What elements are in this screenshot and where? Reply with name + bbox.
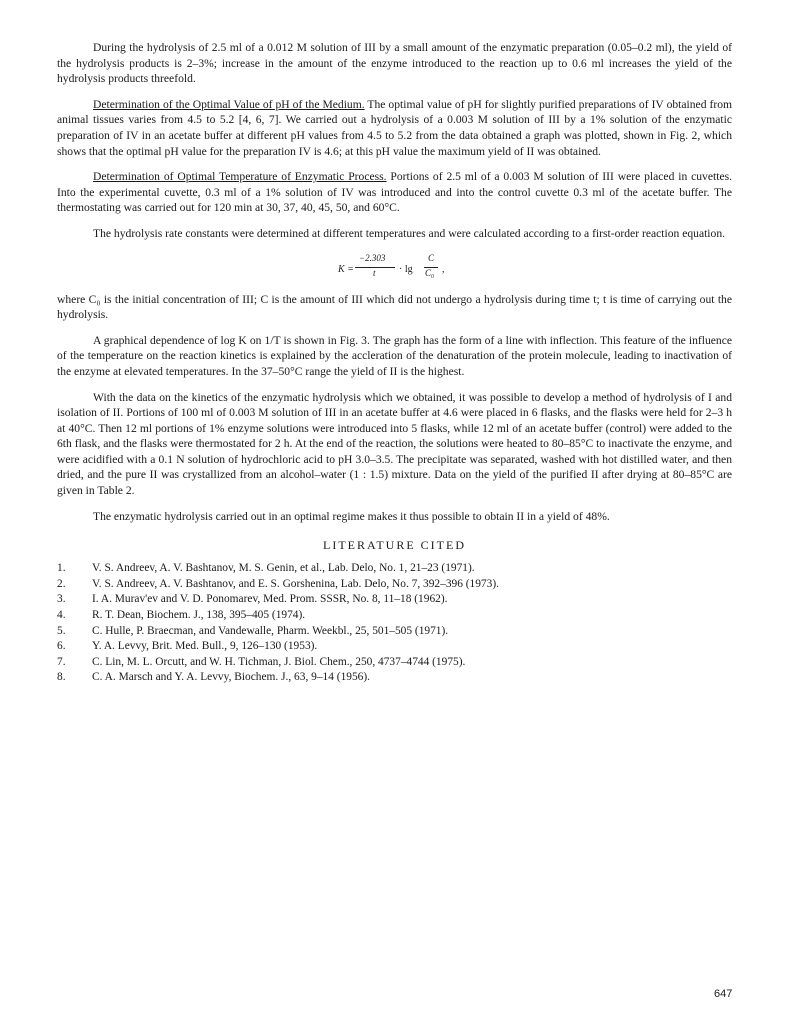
paragraph-conclusion: The enzymatic hydrolysis carried out in an optimal regime makes it thus possible to obtain II in a yield of 48%. — [93, 509, 610, 523]
reference-item — [57, 608, 732, 624]
paragraph-optimal-ph-text: The optimal value of pH for slightly purified preparations of IV obtained from animal tissues varies from 4.5 to 5.2 [4, 6, 7]. We carried out a hydrolysis of a 0.003 M solution of III by a 1% solution of the enzymatic preparation of IV in an acetate buffer at different pH values from 4.5 to 5.2 from the data obtained a graph was plotted, shown in Fig. 2, which shows that the optimal pH value for the preparation IV is 4.6; at this pH value the maximum yield of II was obtained. — [57, 97, 733, 158]
page-number: 647 — [714, 988, 733, 1000]
reference-text: R. T. Dean, Biochem. J., 138, 395–405 (1974). — [92, 609, 306, 622]
formula-c-numerator: C — [428, 252, 435, 263]
reference-item — [57, 639, 732, 655]
reference-number: 4. — [57, 609, 66, 622]
reference-text: Y. A. Levvy, Brit. Med. Bull., 9, 126–130 (1953). — [92, 640, 318, 653]
reference-number: 6. — [57, 640, 66, 653]
paragraph-optimal-temperature — [57, 169, 732, 216]
paragraph-rate-constants: The hydrolysis rate constants were determined at different temperatures and were calculated according to a first-order reaction equation. — [93, 226, 726, 240]
reference-item — [57, 592, 732, 608]
reference-text: C. Hulle, P. Braecman, and Vandewalle, Pharm. Weekbl., 25, 501–505 (1971). — [92, 624, 449, 637]
paragraph-enzyme-amount: During the hydrolysis of 2.5 ml of a 0.012 M solution of III by a small amount of the enzymatic preparation (0.05–0.2 ml), the yield of the hydrolysis products is 2–3%; increase in the amount of the enzyme introduced to the reaction up to 0.6 ml increases the yield of the hydrolysis products threefold. — [57, 41, 732, 86]
formula-numerator: −2.303 — [359, 252, 386, 263]
reference-number: 7. — [57, 655, 66, 668]
rate-constant-formula — [57, 252, 732, 286]
reference-item — [57, 577, 732, 593]
formula-log: · lg — [399, 263, 413, 275]
reference-text: V. S. Andreev, A. V. Bashtanov, M. S. Genin, et al., Lab. Delo, No. 1, 21–23 (1971). — [92, 562, 475, 575]
reference-number: 8. — [57, 671, 66, 684]
formula-denominator: t — [373, 267, 376, 278]
reference-text: V. S. Andreev, A. V. Bashtanov, and E. S. Gorshenina, Lab. Delo, No. 7, 392–396 (1973). — [92, 577, 499, 590]
reference-item — [57, 561, 732, 577]
reference-number: 1. — [57, 562, 66, 575]
section-heading-temperature: Determination of Optimal Temperature of Enzymatic Process. — [93, 170, 387, 184]
reference-text: C. Lin, M. L. Orcutt, and W. H. Tichman, J. Biol. Chem., 250, 4737–4744 (1975). — [92, 655, 466, 668]
reference-text: I. A. Murav'ev and V. D. Ponomarev, Med. Prom. SSSR, No. 8, 11–18 (1962). — [92, 593, 448, 606]
reference-item — [57, 670, 732, 686]
reference-item — [57, 655, 732, 671]
reference-number: 5. — [57, 624, 66, 637]
reference-item — [57, 624, 732, 640]
formula-comma: , — [442, 263, 445, 275]
references-title: LITERATURE CITED — [323, 538, 466, 553]
paragraph-method: With the data on the kinetics of the enzymatic hydrolysis which we obtained, it was possible to develop a method of hydrolysis of I and isolation of II. Portions of 100 ml of 0.003 M solution of III in an acetate buffer at 4.6 were placed in 6 flasks, and the flasks were held for 2–3 h at 40°C. Then 12 ml portions of 1% enzyme solutions were introduced into 5 flasks, while 12 ml of an acetate buffer (control) were added to the 6th flask, and the flasks were thermostated for 2 h. At the end of the reaction, the solutions were heated to 80–85°C to inactivate the enzyme, and were acidified with a 0.1 N solution of hydrochloric acid to pH 3.0–3.5. The precipitate was separated, washed with hot distilled water, and then dried, and the pure II was crystallized from an alcohol–water (1 : 1.5) mixture. Data on the yield of the purified II after drying at 80–85°C are given in Table 2. — [57, 390, 732, 498]
formula-c-denominator: C₀ — [425, 267, 435, 278]
reference-number: 2. — [57, 577, 66, 590]
paragraph-optimal-temperature-text: Portions of 2.5 ml of a 0.003 M solution of III were placed in cuvettes. Into the experimental cuvette, 0.3 ml of a 1% solution of IV was introduced and into the control cuvette 0.3 ml of the acetate buffer. The thermostating was carried out for 120 min at 30, 37, 40, 45, 50, and 60°C. — [57, 170, 732, 215]
paragraph-graphical-dependence: A graphical dependence of log K on 1/T is shown in Fig. 3. The graph has the form of a line with inflection. This feature of the influence of the temperature on the reaction kinetics is explained by the accleration of the denaturation of the protein molecule, leading to inactivation of the enzyme at elevated temperatures. In the 37–50°C range the yield of II is the highest. — [57, 333, 732, 378]
section-heading-ph: Determination of the Optimal Value of pH of the Medium. — [93, 97, 365, 111]
references-list — [57, 561, 732, 686]
paragraph-formula-definitions: where C₀ is the initial concentration of III; C is the amount of III which did not undergo a hydrolysis during time t; t is time of carrying out the hydrolysis. — [57, 292, 732, 322]
paragraph-optimal-ph — [57, 97, 732, 159]
formula-lhs: K = — [338, 263, 354, 275]
document-page — [57, 40, 732, 686]
reference-text: C. A. Marsch and Y. A. Levvy, Biochem. J., 63, 9–14 (1956). — [92, 671, 370, 684]
reference-number: 3. — [57, 593, 66, 606]
